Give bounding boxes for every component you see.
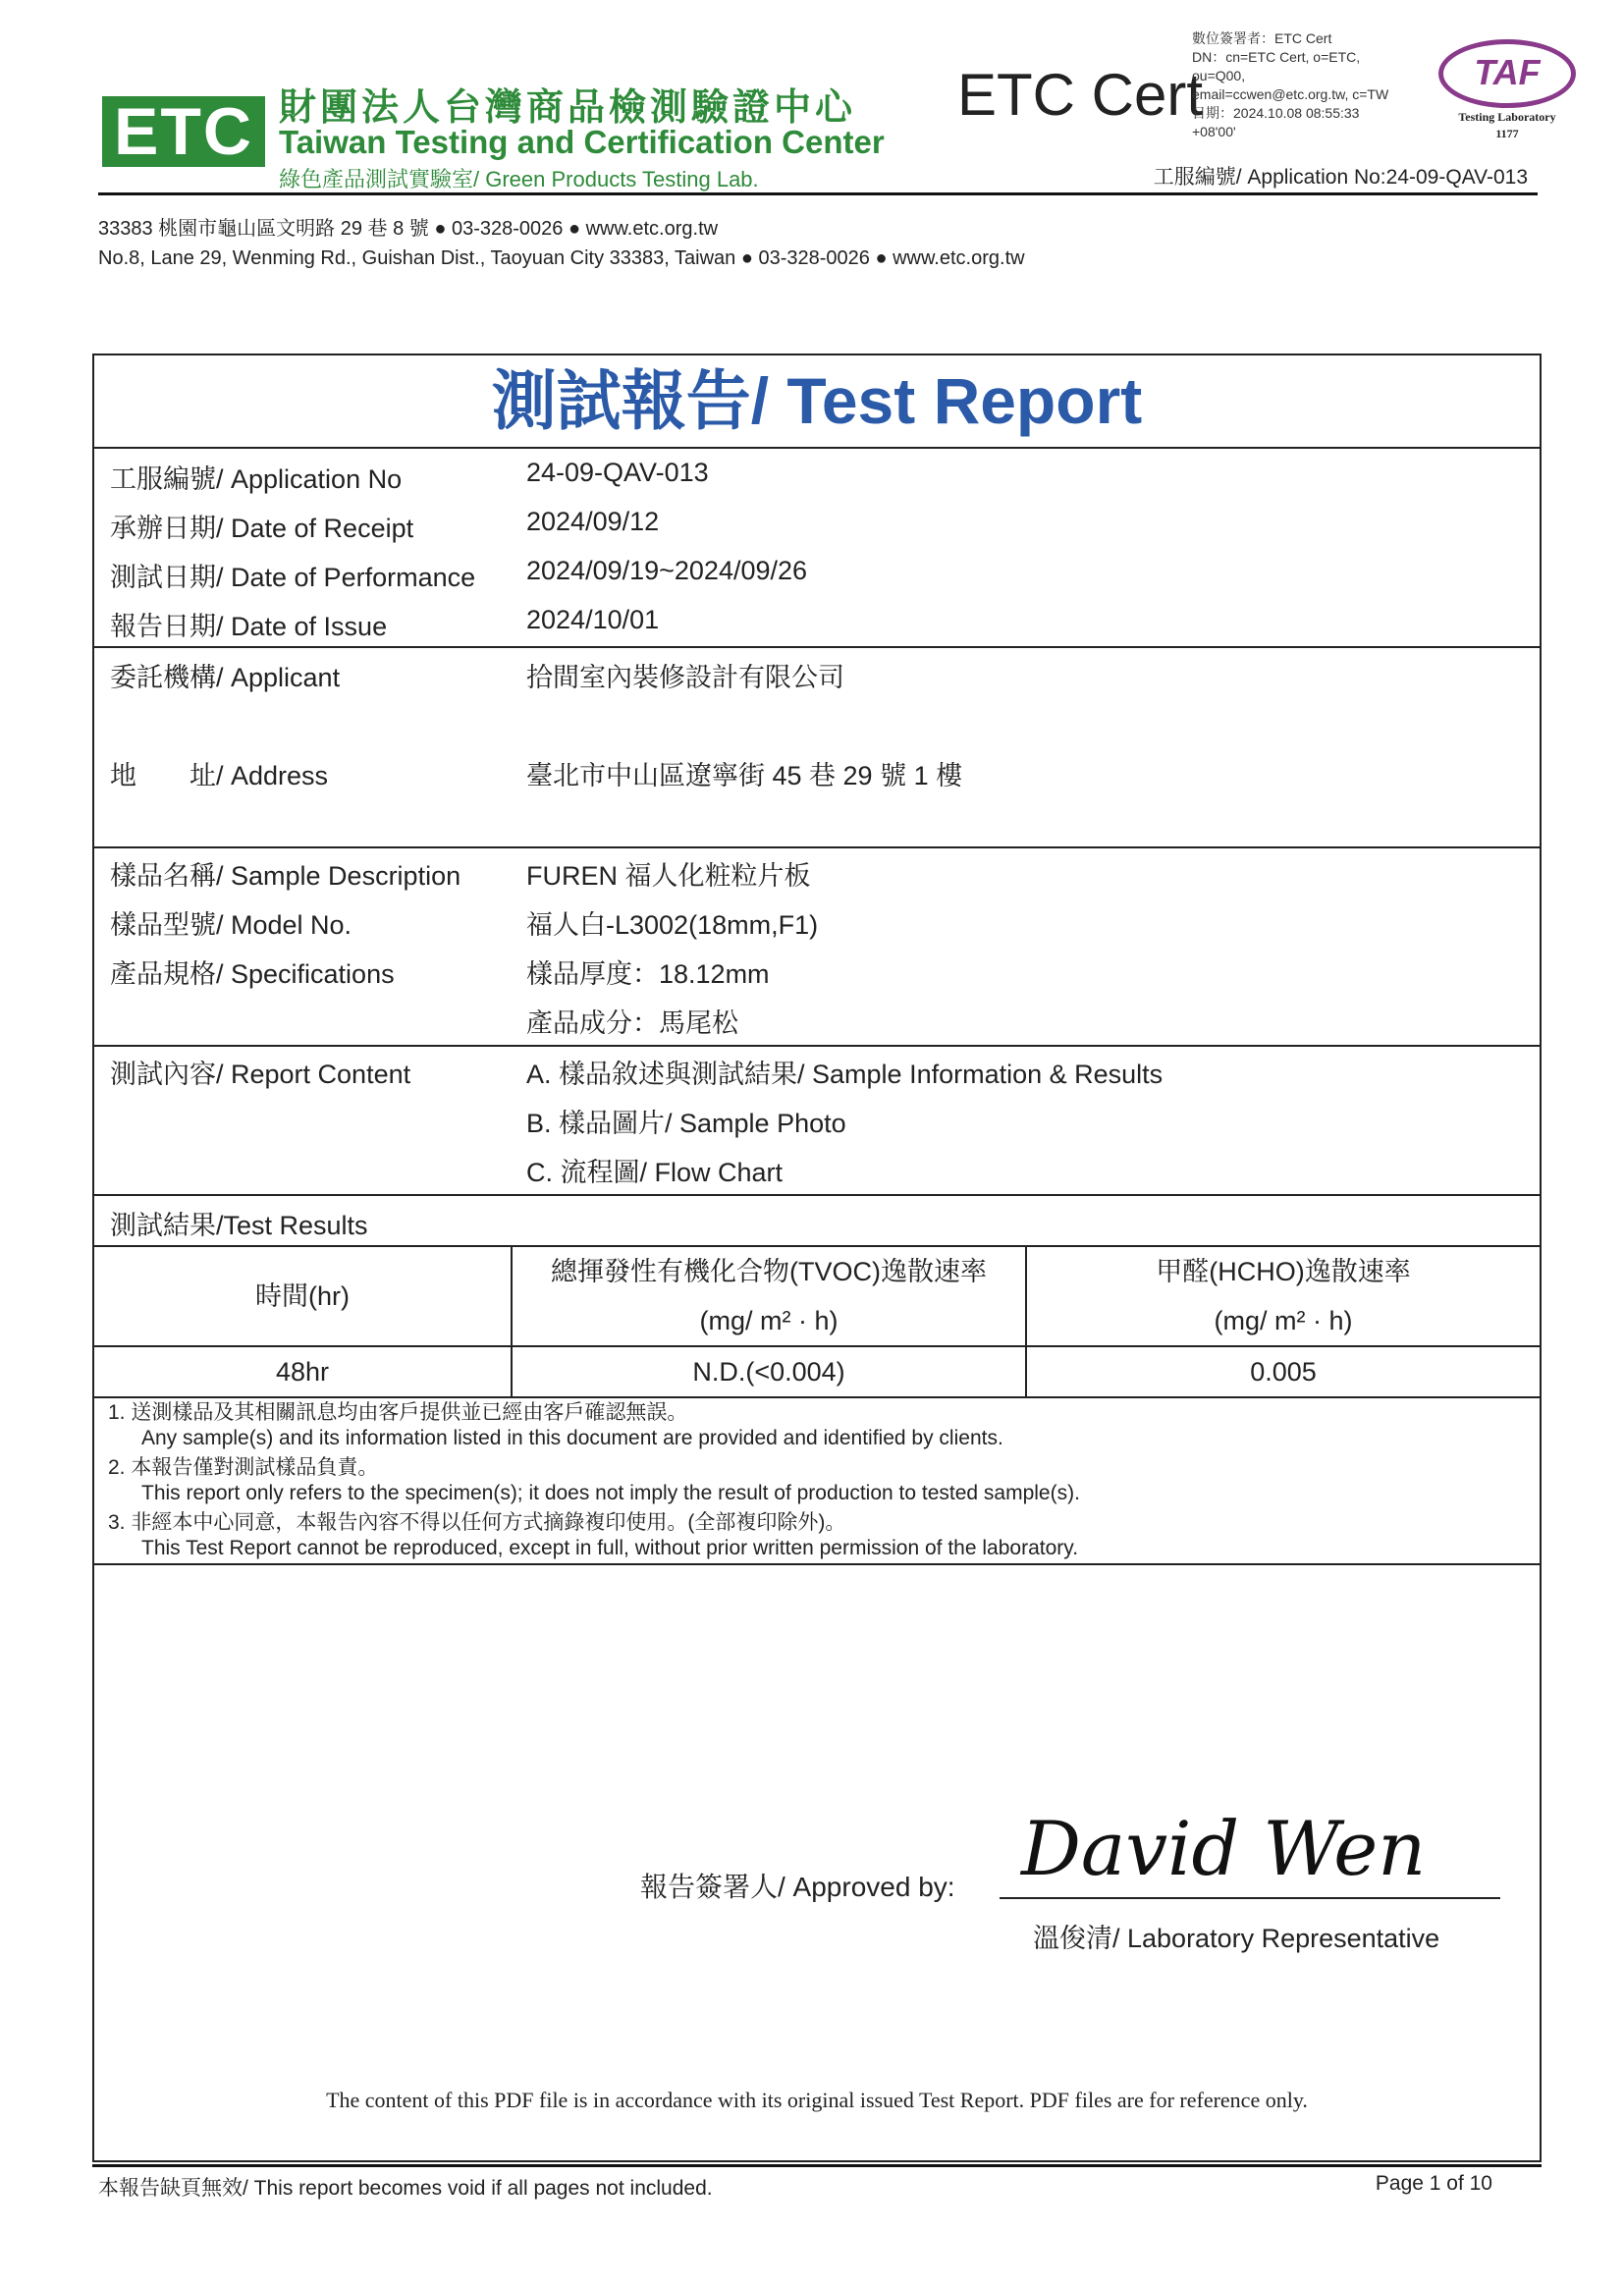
specifications-value: 產品成分：馬尾松 [526, 1008, 738, 1038]
pdf-disclaimer: The content of this PDF file is in accordance with its original issued Test Report. PDF files are for reference only. [326, 2088, 1308, 2112]
model-no-label: 樣品型號/ Model No. [110, 910, 352, 940]
date-receipt-value: 2024/09/12 [526, 507, 660, 536]
note-en: This Test Report cannot be reproduced, except in full, without prior written permission of the laboratory. [141, 1537, 1079, 1559]
applicant-label: 委託機構/ Applicant [110, 663, 341, 692]
note-zh: 2. 本報告僅對測試樣品負責。 [108, 1456, 379, 1479]
etc-logo: ETC [102, 96, 265, 167]
divider [92, 1345, 1542, 1347]
application-no-label: 工服編號/ Application No [110, 464, 403, 494]
taf-logo [1434, 39, 1581, 141]
note-en: Any sample(s) and its information listed in this document are provided and identified by clients. [141, 1427, 1003, 1449]
address-label: 地 址/ Address [110, 761, 329, 790]
taf-label: Testing Laboratory [1458, 110, 1556, 124]
date-performance-value: 2024/09/19~2024/09/26 [526, 556, 808, 585]
taf-logo-text: TAF [1474, 52, 1541, 92]
signature-line: 日期：2024.10.08 08:55:33 [1192, 105, 1360, 121]
date-issue-value: 2024/10/01 [526, 605, 660, 634]
table-header: 時間(hr) [255, 1281, 350, 1311]
divider [92, 1563, 1542, 1565]
application-no-header: 工服編號/ Application No:24-09-QAV-013 [1153, 166, 1528, 189]
report-content-item: A. 樣品敘述與測試結果/ Sample Information & Results [526, 1060, 1164, 1089]
taf-number: 1177 [1495, 127, 1519, 140]
date-performance-label: 測試日期/ Date of Performance [110, 563, 476, 592]
sample-desc-value: FUREN 福人化粧粒片板 [526, 861, 811, 891]
model-no-value: 福人白-L3002(18mm,F1) [526, 910, 819, 940]
application-no-value: 24-09-QAV-013 [526, 458, 709, 487]
divider [92, 846, 1542, 848]
specifications-value: 樣品厚度：18.12mm [526, 959, 770, 989]
approved-by-label: 報告簽署人/ Approved by: [640, 1872, 955, 1902]
table-cell-hcho: 0.005 [1250, 1357, 1317, 1387]
divider [92, 1045, 1542, 1047]
note-3 [108, 1510, 1078, 1561]
table-cell-time: 48hr [275, 1357, 330, 1387]
report-content-item: B. 樣品圖片/ Sample Photo [526, 1109, 846, 1138]
applicant-value: 拾間室內裝修設計有限公司 [526, 663, 844, 692]
note-zh: 3. 非經本中心同意，本報告內容不得以任何方式摘錄複印使用。(全部複印除外)。 [108, 1511, 846, 1534]
date-issue-label: 報告日期/ Date of Issue [110, 612, 388, 641]
org-name-en: Taiwan Testing and Certification Center [279, 124, 885, 160]
signature-line: DN：cn=ETC Cert, o=ETC, [1192, 49, 1361, 65]
test-results-label: 測試結果/Test Results [110, 1211, 368, 1240]
signature: David Wen [1021, 1805, 1427, 1892]
specifications-label: 產品規格/ Specifications [110, 959, 395, 989]
footer-divider [92, 2164, 1542, 2167]
signature-line [1000, 1897, 1500, 1899]
note-zh: 1. 送測樣品及其相關訊息均由客戶提供並已經由客戶確認無誤。 [108, 1401, 688, 1424]
report-content-item: C. 流程圖/ Flow Chart [526, 1158, 784, 1187]
signature-line: 數位簽署者：ETC Cert [1192, 30, 1332, 46]
divider [92, 1396, 1542, 1398]
divider [92, 447, 1542, 449]
table-header-unit: (mg/ m² · h) [1214, 1306, 1353, 1335]
note-1 [108, 1400, 1003, 1451]
signature-line: +08'00' [1192, 124, 1236, 139]
org-name-zh: 財團法人台灣商品檢測驗證中心 [279, 84, 857, 129]
address-value: 臺北市中山區遼寧街 45 巷 29 號 1 樓 [526, 761, 963, 790]
signature-line: email=ccwen@etc.org.tw, c=TW [1192, 86, 1389, 102]
report-content-label: 測試內容/ Report Content [110, 1060, 411, 1089]
report-title: 測試報告/ Test Report [491, 364, 1143, 437]
sample-desc-label: 樣品名稱/ Sample Description [110, 861, 461, 891]
table-header-unit: (mg/ m² · h) [699, 1306, 839, 1335]
table-cell-tvoc: N.D.(<0.004) [692, 1357, 845, 1387]
page-number: Page 1 of 10 [1375, 2172, 1492, 2195]
lab-name: 綠色產品測試實驗室/ Green Products Testing Lab. [279, 167, 759, 191]
signature-line: ou=Q00, [1192, 68, 1246, 83]
table-header: 總揮發性有機化合物(TVOC)逸散速率 [551, 1257, 987, 1286]
digital-signature-info [1192, 29, 1428, 141]
void-note: 本報告缺頁無效/ This report becomes void if all pages not included. [98, 2177, 713, 2200]
divider [92, 646, 1542, 648]
note-2 [108, 1455, 1080, 1506]
date-receipt-label: 承辦日期/ Date of Receipt [110, 514, 414, 543]
address-en: No.8, Lane 29, Wenming Rd., Guishan Dist., Taoyuan City 33383, Taiwan ● 03-328-0026 ● www.etc.org.tw [98, 247, 1025, 269]
divider [92, 1194, 1542, 1196]
address-zh: 33383 桃園市龜山區文明路 29 巷 8 號 ● 03-328-0026 ● www.etc.org.tw [98, 218, 719, 240]
header-divider [98, 192, 1538, 195]
etc-cert-brand: ETC Cert [957, 62, 1204, 128]
representative: 溫俊清/ Laboratory Representative [1033, 1924, 1440, 1953]
note-en: This report only refers to the specimen(s); it does not imply the result of production to tested sample(s). [141, 1482, 1080, 1504]
table-header: 甲醛(HCHO)逸散速率 [1156, 1257, 1411, 1286]
